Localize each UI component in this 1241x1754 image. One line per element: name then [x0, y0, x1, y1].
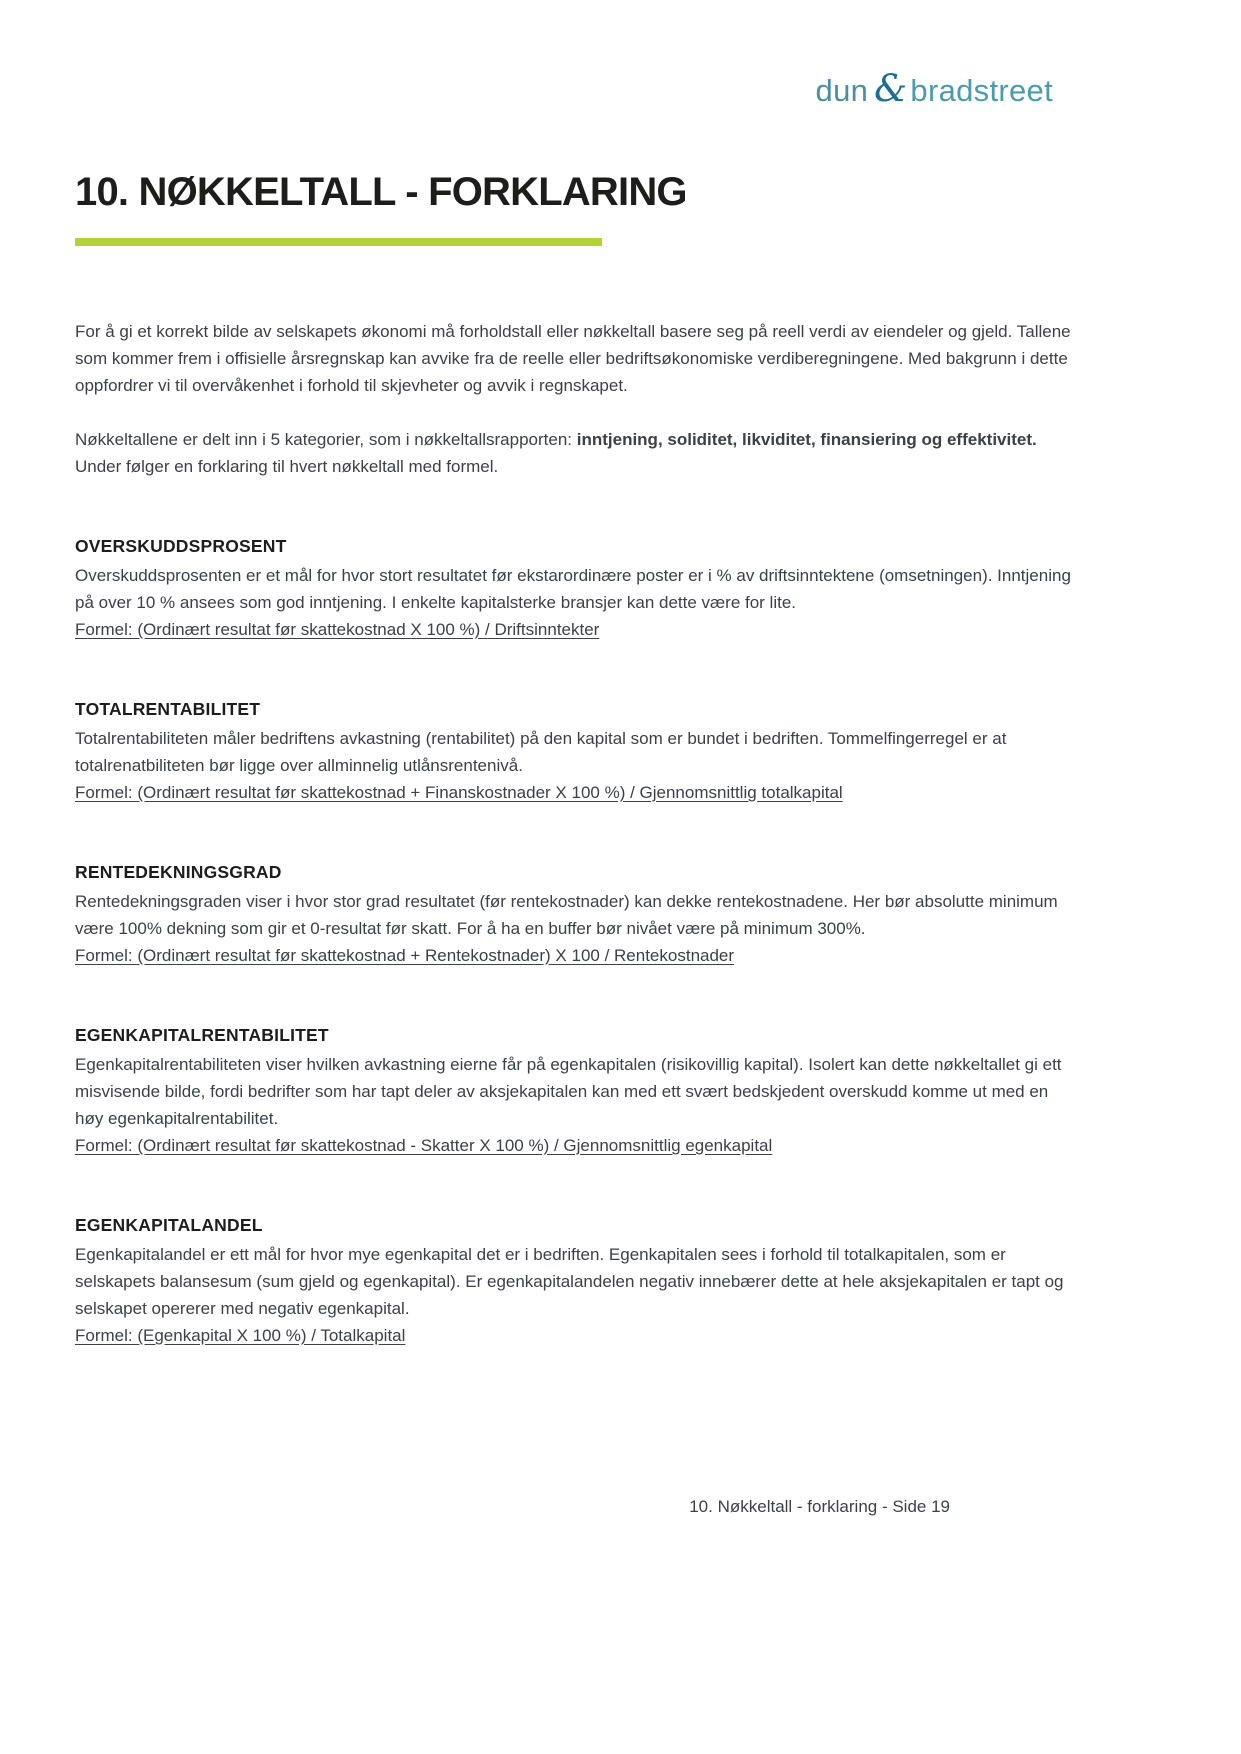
intro-paragraph-2 — [75, 426, 1080, 480]
section-heading: EGENKAPITALRENTABILITET — [75, 1025, 329, 1045]
section-heading: TOTALRENTABILITET — [75, 699, 261, 719]
section-formula: Formel: (Ordinært resultat før skattekostnad + Rentekostnader) X 100 / Rentekostnader — [75, 946, 735, 965]
section-egenkapitalrentabilitet — [75, 1025, 1151, 1159]
section-overskuddsprosent — [75, 536, 1151, 643]
page-footer: 10. Nøkkeltall - forklaring - Side 19 — [689, 1497, 950, 1516]
section-body: Egenkapitalrentabiliteten viser hvilken avkastning eierne får på egenkapitalen (risikovillig kapital). Isolert kan dette nøkkeltallet gi ett misvisende bilde, fordi bedrifter som har tapt deler av aksjekapitalen kan med ett svært bedskjedent overskudd komme ut med en høy egenkapitalrentabilitet. — [75, 1055, 1062, 1128]
intro-paragraph-1: For å gi et korrekt bilde av selskapets økonomi må forholdstall eller nøkkeltall basere seg på reell verdi av eiendeler og gjeld. Tallene som kommer frem i offisielle årsregnskap kan avvike fra de reelle eller bedriftsøkonomiske verdiberegningene. Med bakgrunn i dette oppfordrer vi til overvåkenhet i forhold til skjevheter og avvik i regnskapet. — [75, 322, 1071, 395]
page-title: 10. NØKKELTALL - FORKLARING — [75, 170, 687, 214]
section-heading: OVERSKUDDSPROSENT — [75, 536, 287, 556]
intro-paragraph-2-pre: Nøkkeltallene er delt inn i 5 kategorier, som i nøkkeltallsrapporten: — [75, 430, 577, 449]
logo-ampersand-icon: & — [874, 67, 908, 110]
section-body: Rentedekningsgraden viser i hvor stor grad resultatet (før rentekostnader) kan dekke rentekostnadene. Her bør absolutte minimum være 100% dekning som gir et 0-resultat før skatt. For å ha en buffer bør nivået være på minimum 300%. — [75, 892, 1058, 938]
logo-word-bradstreet: bradstreet — [910, 73, 1053, 108]
brand-logo — [815, 67, 1053, 110]
section-rentedekningsgrad — [75, 862, 1151, 969]
section-body: Egenkapitalandel er ett mål for hvor mye egenkapital det er i bedriften. Egenkapitalen sees i forhold til totalkapitalen, som er selskapets balansesum (sum gjeld og egenkapital). Er egenkapitalandelen negativ innebærer dette at hele aksjekapitalen er tapt og selskapet opererer med negativ egenkapital. — [75, 1245, 1064, 1318]
section-formula: Formel: (Ordinært resultat før skattekostnad - Skatter X 100 %) / Gjennomsnittlig egenkapital — [75, 1136, 773, 1155]
section-formula: Formel: (Ordinært resultat før skattekostnad + Finanskostnader X 100 %) / Gjennomsnittlig totalkapital — [75, 783, 843, 802]
logo-word-dun: dun — [815, 73, 869, 108]
section-egenkapitalandel — [75, 1215, 1151, 1349]
section-body: Overskuddsprosenten er et mål for hvor stort resultatet før ekstarordinære poster er i % av driftsinntektene (omsetningen). Inntjening på over 10 % ansees som god inntjening. I enkelte kapitalsterke bransjer kan dette være for lite. — [75, 566, 1071, 612]
section-formula: Formel: (Ordinært resultat før skattekostnad X 100 %) / Driftsinntekter — [75, 620, 600, 639]
intro-paragraph-2-post: Under følger en forklaring til hvert nøkkeltall med formel. — [75, 457, 499, 476]
section-formula: Formel: (Egenkapital X 100 %) / Totalkapital — [75, 1326, 406, 1345]
title-accent-bar — [75, 238, 602, 246]
intro-paragraph-2-categories: inntjening, soliditet, likviditet, finansiering og effektivitet. — [576, 430, 1037, 449]
section-heading: RENTEDEKNINGSGRAD — [75, 862, 282, 882]
section-totalrentabilitet — [75, 699, 1151, 806]
section-heading: EGENKAPITALANDEL — [75, 1215, 263, 1235]
section-body: Totalrentabiliteten måler bedriftens avkastning (rentabilitet) på den kapital som er bundet i bedriften. Tommelfingerregel er at totalrenatbiliteten bør ligge over allminnelig utlånsrentenivå. — [75, 729, 1007, 775]
